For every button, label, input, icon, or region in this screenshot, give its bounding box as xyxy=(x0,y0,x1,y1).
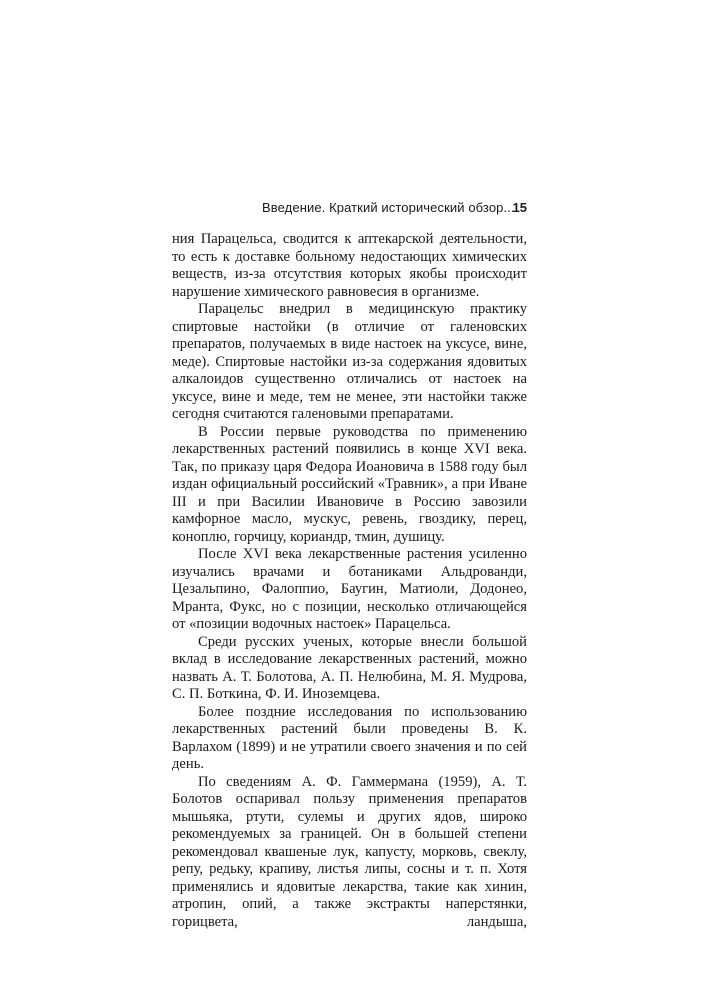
paragraph-4: После XVI века лекарственные растения усиленно изучались врачами и ботаниками Альдрованди, Цезальпино, Фалоппио, Баугин, Матиоли, Додонео, Мранта, Фукс, но с позиции, несколько отличающейся от «позиции водочных настоек» Парацельса. xyxy=(172,546,527,632)
running-head-title: Введение. Краткий исторический обзор... xyxy=(262,200,515,215)
paragraph-6: Более поздние исследования по использованию лекарственных растений были проведены В. К. Варлахом (1899) и не утратили своего значения и по сей день. xyxy=(172,703,527,772)
running-head xyxy=(262,198,527,220)
paragraph-5: Среди русских ученых, которые внесли большой вклад в исследование лекарственных растений, можно назвать А. Т. Болотова, А. П. Нелюбина, М. Я. Мудрова, С. П. Боткина, Ф. И. Иноземцева. xyxy=(172,633,527,702)
body-text xyxy=(172,231,527,931)
paragraph-2: Парацельс внедрил в медицинскую практику спиртовые настойки (в отличие от галеновских препаратов, получаемых в виде настоек на уксусе, вине, меде). Спиртовые настойки из-за содержания ядовитых алкалоидов существенно отличались от настоек на уксусе, вине и меде, тем не менее, эти настойки также сегодня считаются галеновыми препаратами. xyxy=(172,301,527,422)
paragraph-1: ния Парацельса, сводится к аптекарской деятельности, то есть к доставке больному недостающих химических веществ, из-за отсутствия которых якобы происходит нарушение химического равновесия в организме. xyxy=(172,231,527,300)
paragraph-7: По сведениям А. Ф. Гаммермана (1959), А. Т. Болотов оспаривал пользу применения препаратов мышьяка, ртути, сулемы и других ядов, широко рекомендуемых за границей. Он в большей степени рекомендовал квашеные лук, капусту, морковь, свеклу, репу, редьку, крапиву, листья липы, сосны и т. п. Хотя применялись и ядовитые лекарства, такие как хинин, атропин, опий, а также экстракты наперстянки, горицвета, ландыша, xyxy=(172,773,527,930)
paragraph-3: В России первые руководства по применению лекарственных растений появились в конце XVI века. Так, по приказу царя Федора Иоановича в 1588 году был издан официальный российский «Травник», а при Иване III и при Василии Ивановиче в Россию завозили камфорное масло, мускус, ревень, гвоздику, перец, коноплю, горчицу, кориандр, тмин, душицу. xyxy=(172,423,527,545)
page-number: 15 xyxy=(512,200,527,215)
